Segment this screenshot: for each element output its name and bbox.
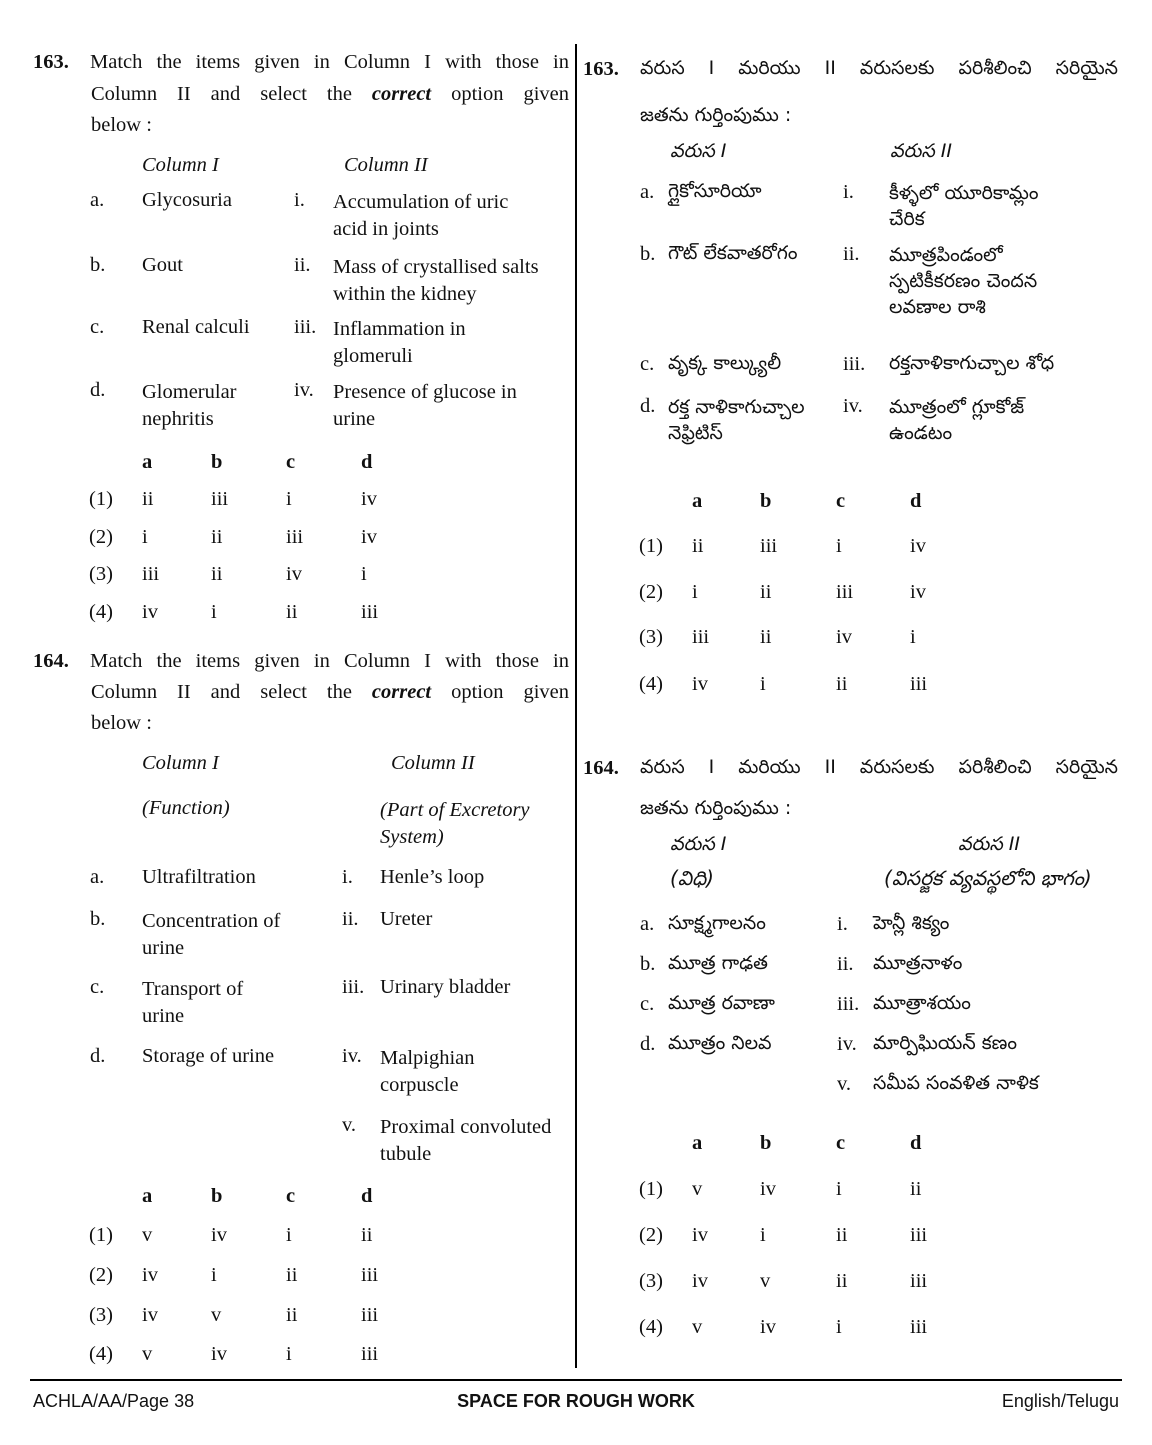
column-1-header: Column I — [142, 752, 219, 774]
question-stem-line: below : — [91, 114, 152, 136]
question-number: 163. — [33, 51, 69, 73]
column-1-header: Column I — [142, 154, 219, 176]
column-1-header: వరుస I — [670, 140, 727, 162]
column-2-subheader: (Part of Excretory System) — [380, 799, 530, 848]
footer-rough-work: SPACE FOR ROUGH WORK — [457, 1391, 695, 1411]
question-stem-line: below : — [91, 712, 152, 734]
column-1-subheader: (విధి) — [670, 866, 714, 890]
question-stem-line: జతను గుర్తింపుము : — [640, 104, 792, 126]
question-stem-line: వరుస I మరియు II వరుసలకు పరిశీలించి సరియైన — [640, 57, 1118, 79]
question-stem-line: Match the items given in Column I with those in — [90, 650, 569, 672]
question-number: 164. — [583, 757, 619, 779]
column-2-header: వరుస II — [890, 140, 952, 162]
column-1-header: వరుస I — [670, 833, 727, 855]
question-number: 164. — [33, 650, 69, 672]
question-stem-line: Column II and select the correct option given — [91, 83, 570, 105]
footer-language: English/Telugu — [1001, 1391, 1119, 1411]
column-2-header: వరుస II — [958, 833, 1020, 855]
footer-page-code: ACHLA/AA/Page 38 — [33, 1391, 195, 1411]
column-2-header: Column II — [391, 752, 475, 774]
question-stem-line: Match the items given in Column I with those in — [90, 51, 569, 73]
question-stem-line: వరుస I మరియు II వరుసలకు పరిశీలించి సరియైన — [640, 756, 1118, 778]
question-number: 163. — [583, 58, 619, 80]
question-stem-line: Column II and select the correct option given — [91, 681, 570, 703]
footer-divider — [30, 1379, 1122, 1381]
question-stem-line: జతను గుర్తింపుము : — [640, 797, 792, 819]
column-divider — [575, 44, 577, 1368]
column-2-header: Column II — [344, 154, 428, 176]
column-2-subheader: (విసర్జక వ్యవస్థలోని భాగం) — [884, 866, 1092, 890]
column-1-subheader: (Function) — [142, 797, 230, 819]
